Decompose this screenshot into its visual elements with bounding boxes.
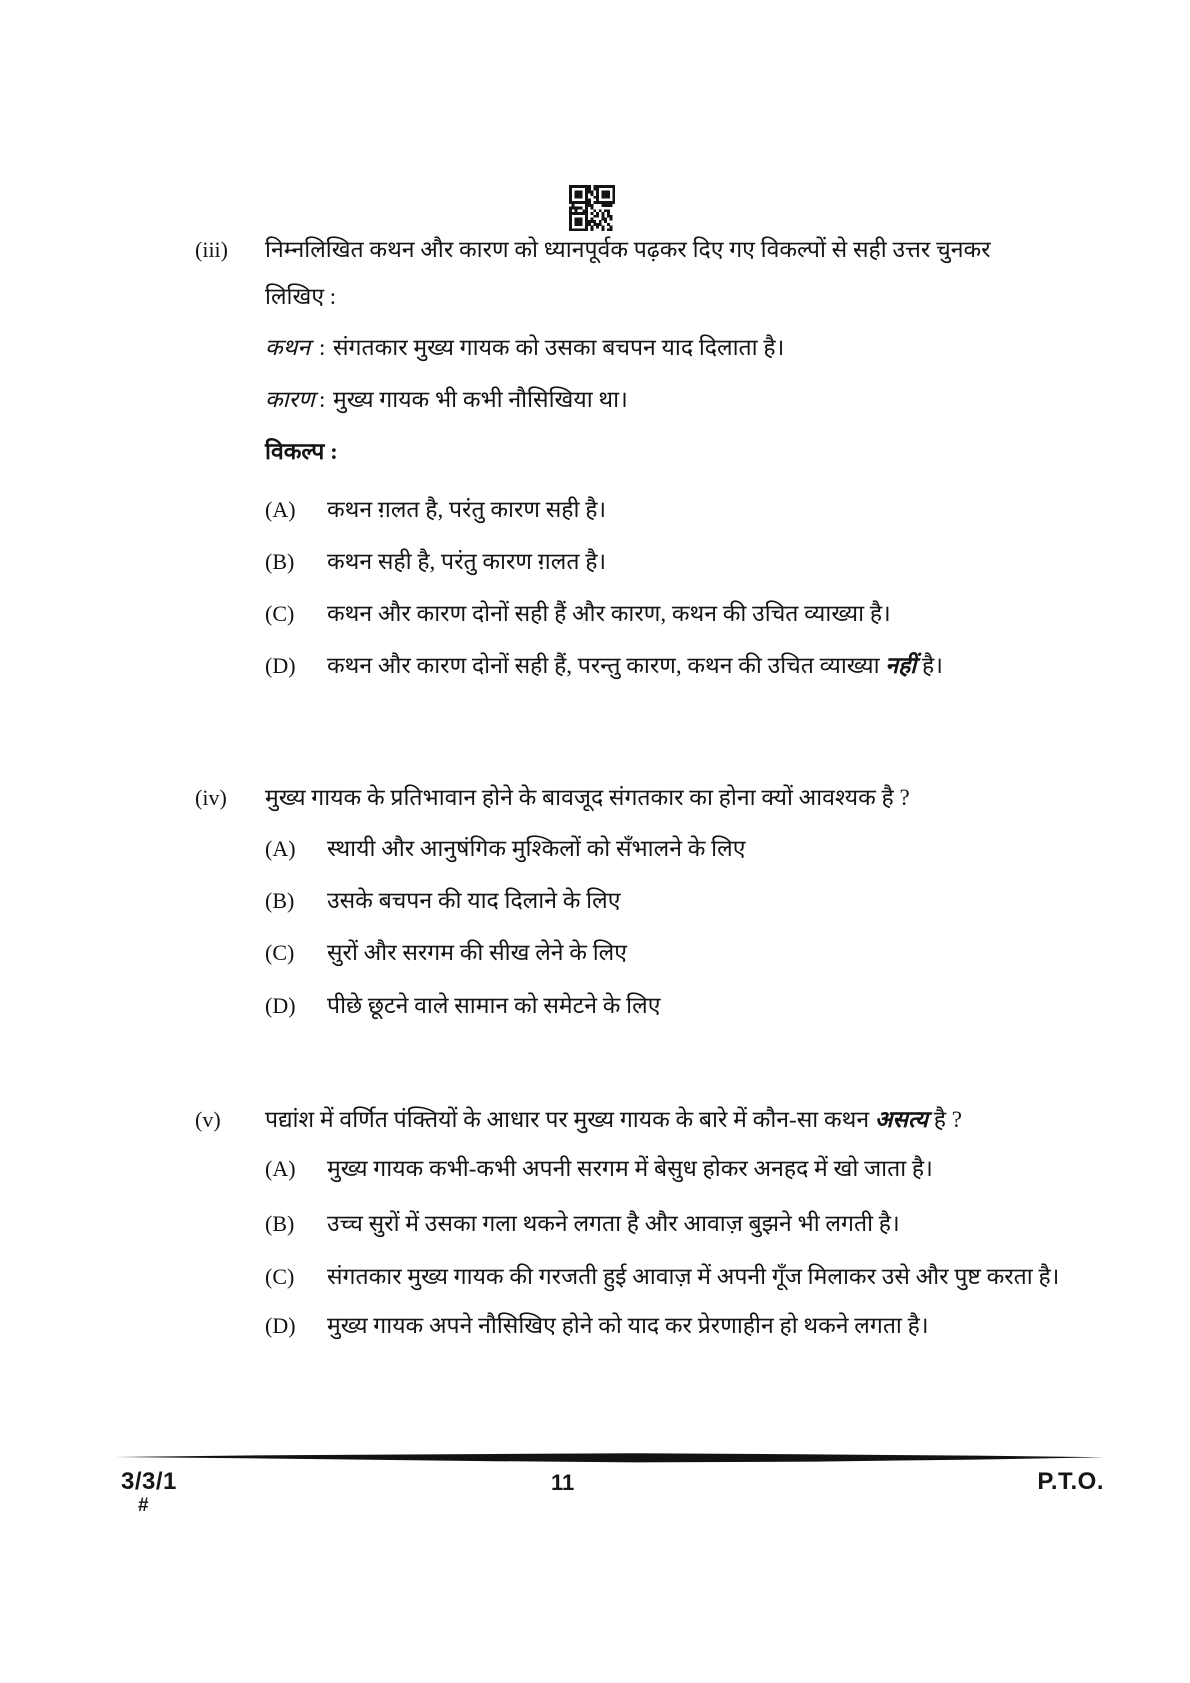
options-heading: विकल्प :: [265, 439, 338, 464]
page-number: 11: [551, 1470, 575, 1495]
option-letter: (D): [265, 653, 296, 678]
assertion-row: [0, 330, 1190, 366]
option-letter: (A): [265, 497, 296, 522]
question-text-pre: पद्यांश में वर्णित पंक्तियों के आधार पर मुख्य गायक के बारे में कौन-सा कथन: [265, 1107, 875, 1132]
option-text: कथन सही है, परंतु कारण ग़लत है।: [327, 549, 607, 574]
option-text: कथन और कारण दोनों सही हैं और कारण, कथन की उचित व्याख्या है।: [327, 601, 891, 626]
option-row: [0, 646, 1190, 686]
option-row: [0, 829, 1190, 869]
option-letter: (A): [265, 1156, 296, 1181]
option-letter: (D): [265, 993, 296, 1018]
option-row: [0, 542, 1190, 582]
option-row: [0, 490, 1190, 530]
option-text: [327, 646, 1115, 686]
hash-mark: #: [138, 1495, 149, 1516]
option-row: [0, 1257, 1190, 1297]
option-text: पीछे छूटने वाले सामान को समेटने के लिए: [327, 993, 661, 1018]
question-number: (iii): [195, 237, 228, 262]
option-row: [0, 1149, 1190, 1189]
reason-colon: :: [319, 387, 326, 412]
question-text-post: है ?: [928, 1107, 962, 1132]
question-text: निम्नलिखित कथन और कारण को ध्यानपूर्वक पढ़कर दिए गए विकल्पों से सही उत्तर चुनकर लिखिए :: [265, 237, 991, 309]
assertion-text: संगतकार मुख्य गायक को उसका बचपन याद दिलाता है।: [333, 335, 785, 360]
question-iii: [0, 226, 1190, 686]
option-text: मुख्य गायक कभी-कभी अपनी सरगम में बेसुध होकर अनहद में खो जाता है।: [327, 1156, 933, 1181]
question-number: (iv): [195, 785, 227, 810]
option-letter: (A): [265, 836, 296, 861]
option-row: [0, 881, 1190, 921]
option-text: स्थायी और आनुषंगिक मुश्किलों को सँभालने के लिए: [327, 836, 746, 861]
option-row: [0, 1306, 1190, 1346]
option-letter: (B): [265, 1211, 295, 1236]
option-letter: (D): [265, 1313, 296, 1338]
option-letter: (B): [265, 549, 295, 574]
question-head: [0, 1096, 1190, 1143]
question-v: [0, 1096, 1190, 1346]
question-iv: [0, 774, 1190, 1026]
question-head: [0, 774, 1190, 821]
reason-text: मुख्य गायक भी कभी नौसिखिया था।: [333, 387, 628, 412]
option-text: उच्च सुरों में उसका गला थकने लगता है और आवाज़ बुझने भी लगती है।: [327, 1211, 900, 1236]
reason-label: कारण: [265, 387, 315, 412]
question-text: [265, 1096, 1017, 1143]
option-letter: (B): [265, 888, 295, 913]
option-text-post: है।: [916, 653, 943, 678]
option-row: [0, 594, 1190, 634]
option-text: सुरों और सरगम की सीख लेने के लिए: [327, 940, 627, 965]
option-text-pre: कथन और कारण दोनों सही हैं, परन्तु कारण, कथन की उचित व्याख्या: [327, 653, 886, 678]
footer-divider-rule: [115, 1452, 1105, 1465]
assertion-label: कथन: [265, 335, 311, 360]
option-row: [0, 986, 1190, 1026]
assertion-colon: :: [319, 335, 326, 360]
option-text: मुख्य गायक अपने नौसिखिए होने को याद कर प्रेरणाहीन हो थकने लगता है।: [327, 1313, 929, 1338]
paper-code: 3/3/1: [121, 1468, 177, 1495]
pto-label: P.T.O.: [1037, 1468, 1104, 1495]
option-text: उसके बचपन की याद दिलाने के लिए: [327, 888, 621, 913]
option-letter: (C): [265, 601, 295, 626]
question-text-emphasis: असत्य: [874, 1107, 928, 1132]
question-number: (v): [195, 1107, 221, 1132]
reason-row: [0, 382, 1190, 418]
option-text: संगतकार मुख्य गायक की गरजती हुई आवाज़ में अपनी गूँज मिलाकर उसे और पुष्ट करता है।: [327, 1264, 1060, 1289]
page-footer: [0, 1468, 1190, 1528]
question-head: [0, 226, 1190, 320]
question-text: मुख्य गायक के प्रतिभावान होने के बावजूद संगतकार का होना क्यों आवश्यक है ?: [265, 785, 910, 810]
option-row: [0, 1204, 1190, 1244]
option-letter: (C): [265, 940, 295, 965]
option-text: कथन ग़लत है, परंतु कारण सही है।: [327, 497, 607, 522]
option-row: [0, 933, 1190, 973]
option-text-emphasis: नहीं: [885, 653, 917, 678]
option-letter: (C): [265, 1264, 295, 1289]
